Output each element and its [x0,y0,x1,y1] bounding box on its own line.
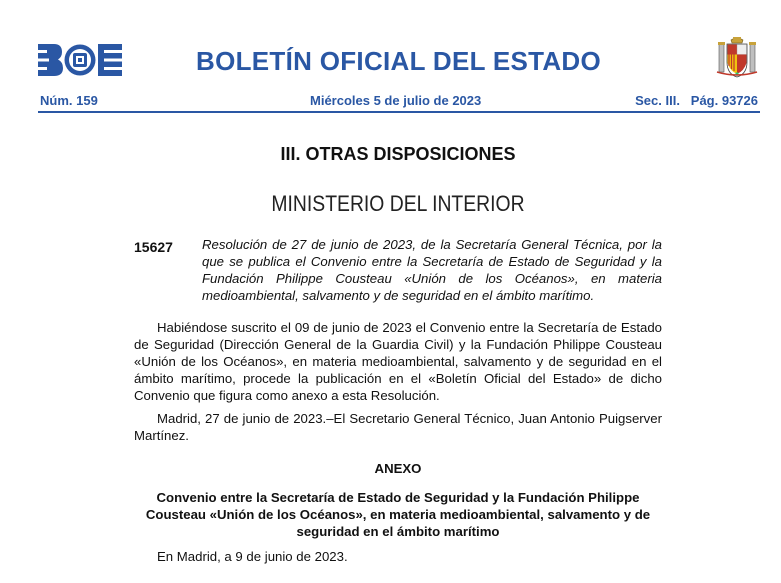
body-paragraph-2: Madrid, 27 de junio de 2023.–El Secretario General Técnico, Juan Antonio Puigserver Martínez. [134,411,662,443]
section-page: Sec. III. Pág. 93726 [635,93,758,108]
document-number: 15627 [134,239,173,255]
bulletin-title: BOLETÍN OFICIAL DEL ESTADO [196,46,602,76]
ministry-name: MINISTERIO DEL INTERIOR [271,191,525,216]
body-paragraph-1: Habiéndose suscrito el 09 de junio de 2023 el Convenio entre la Secretaría de Estado de Seguridad (Dirección General de la Guardia Civil) y la Fundación Philippe Cousteau «Unión de los Océanos», en materia medioambiental, salvamento y de seguridad en el ámbito marítimo, procede la publicación en el «Boletín Oficial del Estado» de dicho Convenio que figura como anexo a esta Resolución. [134,320,662,403]
resolution-summary: Resolución de 27 de junio de 2023, de la Secretaría General Técnica, por la que se publica el Convenio entre la Secretaría de Estado de Seguridad y la Fundación Philippe Cousteau «Unión de los Océanos», en materia medioambiental, salvamento y de seguridad en el ámbito marítimo. [202,237,662,303]
annex-title: ANEXO [374,461,422,476]
bulletin-number: Núm. 159 [40,93,98,108]
spain-coat-of-arms-icon [715,36,759,80]
boe-logo-icon [38,44,122,76]
bulletin-meta-line [40,93,758,109]
header-divider [38,111,760,113]
annex-subtitle: Convenio entre la Secretaría de Estado de Seguridad y la Fundación Philippe Cousteau «Unión de los Océanos», en materia medioambiental, salvamento y de seguridad en el ámbito marítimo [145,490,651,539]
closing-line: En Madrid, a 9 de junio de 2023. [157,549,348,564]
bulletin-date: Miércoles 5 de julio de 2023 [310,93,482,108]
section-title: III. OTRAS DISPOSICIONES [280,144,516,164]
